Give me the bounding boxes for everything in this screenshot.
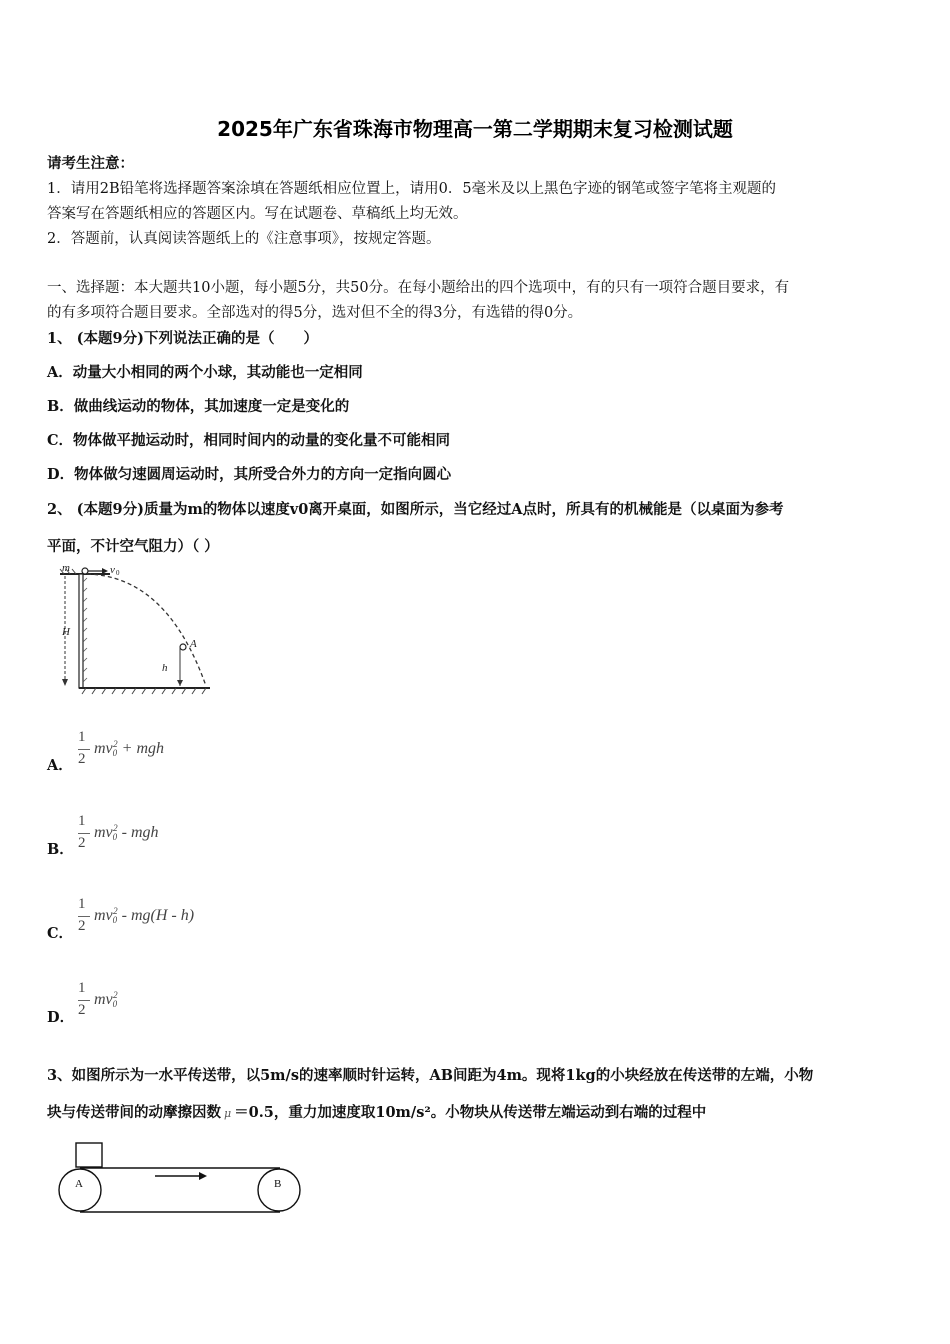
mu-symbol: μ	[224, 1107, 232, 1120]
question-3-stem-text-a: 块与传送带间的动摩擦因数	[47, 1104, 221, 1121]
formula-tail: - mgh	[121, 824, 159, 841]
mv-term: mv	[94, 824, 113, 841]
label-v0: v	[110, 564, 115, 576]
fraction-numerator: 1	[78, 980, 86, 996]
superscript-2: 2	[113, 823, 118, 833]
label-h: h	[162, 662, 168, 674]
fraction-denominator: 2	[78, 835, 86, 851]
notice-item-1-line-2: 答案写在答题纸相应的答题区内。写在试题卷、草稿纸上均无效。	[47, 206, 468, 222]
notice-item-2: 2．答题前，认真阅读答题纸上的《注意事项》，按规定答题。	[47, 231, 441, 247]
fraction-numerator: 1	[78, 729, 86, 745]
superscript-2: 2	[113, 906, 118, 916]
mv-term: mv	[94, 907, 113, 924]
label-v0-subscript: 0	[116, 569, 120, 577]
subscript-0: 0	[112, 915, 118, 925]
fraction-numerator: 1	[78, 813, 86, 829]
fraction-denominator: 2	[78, 918, 86, 934]
question-3-stem-line-1: 3、如图所示为一水平传送带，以5m/s的速率顺时针运转，AB间距为4m。现将1kg的小块经放在传送带的左端，小物	[47, 1067, 814, 1084]
question-3-stem-line-2	[47, 1101, 706, 1122]
projectile-figure	[52, 562, 212, 696]
question-1-option-a: A．动量大小相同的两个小球，其动能也一定相同	[47, 364, 363, 381]
label-H: H	[62, 626, 70, 638]
pulley-label-b: B	[274, 1178, 282, 1190]
section-instructions-line-1: 一、选择题：本大题共10小题，每小题5分，共50分。在每小题给出的四个选项中，有的只有一项符合题目要求，有	[47, 280, 790, 296]
formula-tail: + mgh	[121, 740, 165, 757]
label-A: A	[190, 638, 197, 650]
question-2-stem-line-2: 平面，不计空气阻力）（ ）	[47, 538, 219, 555]
fraction-numerator: 1	[78, 896, 86, 912]
question-2-stem-line-1: 2、 (本题9分)质量为m的物体以速度v0离开桌面，如图所示，当它经过A点时，所具有的机械能是（以桌面为参考	[47, 501, 784, 518]
mv-term: mv	[94, 991, 113, 1008]
subscript-0: 0	[112, 748, 118, 758]
question-2-option-d-label: D．	[47, 1009, 75, 1026]
page-title: 2025年广东省珠海市物理高一第二学期期末复习检测试题	[217, 117, 733, 141]
fraction-denominator: 2	[78, 751, 86, 767]
question-2-option-a-label: A．	[47, 757, 73, 774]
question-2-option-b-label: B．	[47, 841, 74, 858]
question-1-option-b: B．做曲线运动的物体，其加速度一定是变化的	[47, 398, 350, 415]
superscript-2: 2	[113, 990, 118, 1000]
question-1-option-d: D．物体做匀速圆周运动时，其所受合外力的方向一定指向圆心	[47, 466, 452, 483]
subscript-0: 0	[112, 832, 118, 842]
question-1-stem: 1、 (本题9分)下列说法正确的是（ ）	[47, 330, 318, 347]
fraction-denominator: 2	[78, 1002, 86, 1018]
question-3-stem-text-b: ＝0.5，重力加速度取10m/s²。小物块从传送带左端运动到右端的过程中	[234, 1104, 707, 1121]
formula-tail: - mg(H - h)	[121, 907, 195, 924]
notice-item-1-line-1: 1．请用2B铅笔将选择题答案涂填在答题纸相应位置上，请用0．5毫米及以上黑色字迹的钢笔或签字笔将主观题的	[47, 181, 777, 197]
question-2-option-c-label: C．	[47, 925, 74, 942]
subscript-0: 0	[112, 999, 118, 1009]
conveyor-belt-figure	[55, 1138, 305, 1220]
section-instructions-line-2: 的有多项符合题目要求。全部选对的得5分，选对但不全的得3分，有选错的得0分。	[47, 305, 583, 321]
question-1-option-c: C．物体做平抛运动时，相同时间内的动量的变化量不可能相同	[47, 432, 451, 449]
notice-heading: 请考生注意：	[47, 155, 134, 172]
mv-term: mv	[94, 740, 113, 757]
label-m: m	[62, 562, 70, 574]
pulley-label-a: A	[75, 1178, 83, 1190]
superscript-2: 2	[113, 739, 118, 749]
